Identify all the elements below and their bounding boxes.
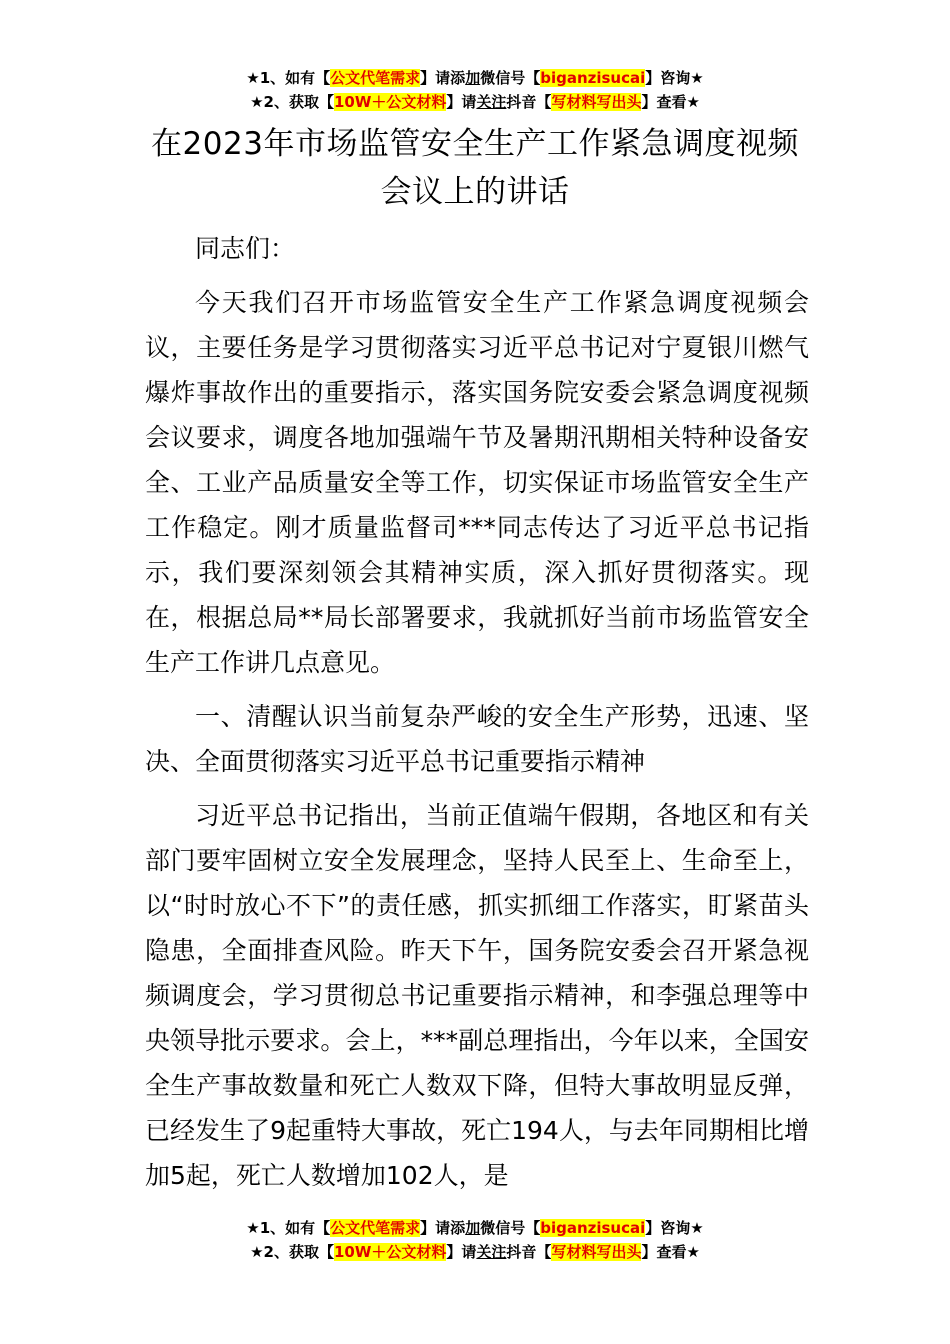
section-heading: 一、清醒认识当前复杂严峻的安全生产形势，迅速、坚决、全面贯彻落实习近平总书记重要指示精神 xyxy=(145,702,809,776)
promo-line-1 xyxy=(0,1216,950,1240)
promo-underlined: 加 xyxy=(465,69,481,87)
promo-underlined: 关注 xyxy=(476,1243,507,1261)
promo-text: ★1、如有【 xyxy=(246,69,331,87)
promo-highlight: 10W＋公文材料 xyxy=(333,1243,447,1261)
promo-line-2 xyxy=(0,90,950,114)
promo-text: 微信号【 xyxy=(480,1219,541,1237)
promo-highlight: 写材料写出头 xyxy=(551,1243,642,1261)
promo-highlight: biganzisucai xyxy=(540,69,646,87)
promo-text: 】查看★ xyxy=(641,93,700,111)
promo-underlined: 关注 xyxy=(476,93,507,111)
promo-text: 】请 xyxy=(446,1243,477,1261)
footer-promo-banner xyxy=(0,1216,950,1264)
promo-text: 】请 xyxy=(446,93,477,111)
promo-highlight: biganzisucai xyxy=(540,1219,646,1237)
promo-highlight: 10W＋公文材料 xyxy=(333,93,447,111)
promo-text: ★2、获取【 xyxy=(250,1243,334,1261)
document-body xyxy=(145,226,809,1207)
promo-text: 抖音【 xyxy=(506,93,552,111)
body-paragraph: 习近平总书记指出，当前正值端午假期，各地区和有关部门要牢固树立安全发展理念，坚持人民至上、生命至上，以“时时放心不下”的责任感，抓实抓细工作落实，盯紧苗头隐患，全面排查风险。昨天下午，国务院安委会召开紧急视频调度会，学习贯彻总书记重要指示精神，和李强总理等中央领导批示要求。会上，***副总理指出，今年以来，全国安全生产事故数量和死亡人数双下降，但特大事故明显反弹，已经发生了9起重特大事故，死亡194人，与去年同期相比增加5起，死亡人数增加102人，是 xyxy=(145,801,809,1190)
salutation: 同志们： xyxy=(195,234,296,263)
promo-text: 】请添 xyxy=(420,69,466,87)
promo-text: 】咨询★ xyxy=(645,69,704,87)
promo-text: 】查看★ xyxy=(641,1243,700,1261)
promo-text: 】咨询★ xyxy=(645,1219,704,1237)
promo-text: ★1、如有【 xyxy=(246,1219,331,1237)
promo-text: 微信号【 xyxy=(480,69,541,87)
promo-highlight: 公文代笔需求 xyxy=(330,69,421,87)
header-promo-banner xyxy=(0,66,950,114)
promo-text: 】请添 xyxy=(420,1219,466,1237)
promo-line-2 xyxy=(0,1240,950,1264)
document-title: 在2023年市场监管安全生产工作紧急调度视频会议上的讲话 xyxy=(151,126,799,210)
body-paragraph: 今天我们召开市场监管安全生产工作紧急调度视频会议，主要任务是学习贯彻落实习近平总书记对宁夏银川燃气爆炸事故作出的重要指示，落实国务院安委会紧急调度视频会议要求，调度各地加强端午节及暑期汛期相关特种设备安全、工业产品质量安全等工作，切实保证市场监管安全生产工作稳定。刚才质量监督司***同志传达了习近平总书记指示，我们要深刻领会其精神实质，深入抓好贯彻落实。现在，根据总局**局长部署要求，我就抓好当前市场监管安全生产工作讲几点意见。 xyxy=(145,288,809,677)
promo-highlight: 公文代笔需求 xyxy=(330,1219,421,1237)
promo-line-1 xyxy=(0,66,950,90)
promo-highlight: 写材料写出头 xyxy=(551,93,642,111)
promo-text: ★2、获取【 xyxy=(250,93,334,111)
promo-underlined: 加 xyxy=(465,1219,481,1237)
promo-text: 抖音【 xyxy=(506,1243,552,1261)
